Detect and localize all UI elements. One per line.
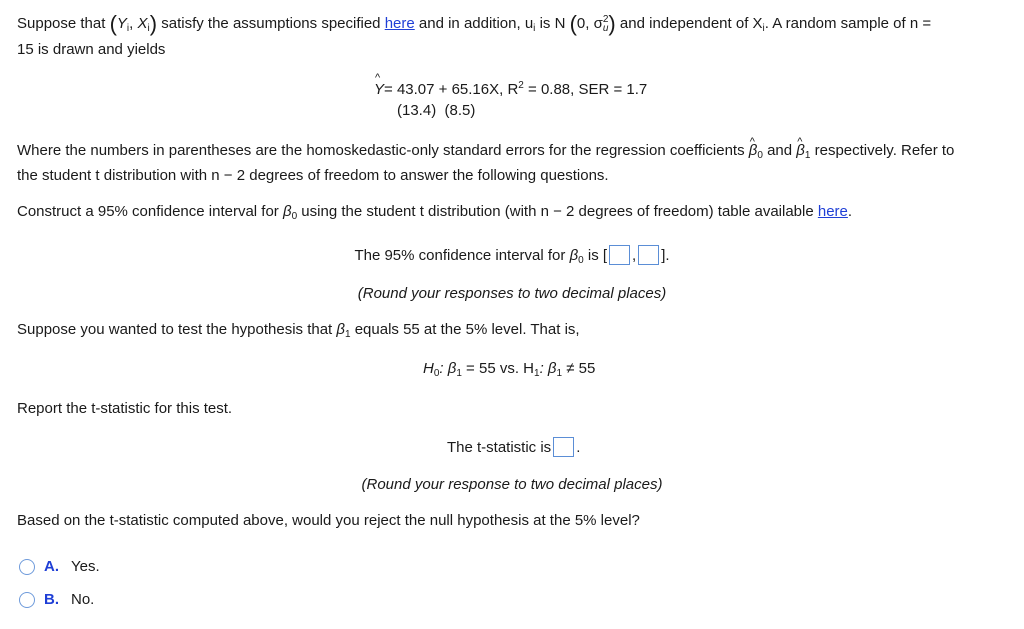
beta0-hat: ^ β [749,141,758,161]
x-var: X [137,15,148,32]
ci-question: Construct a 95% confidence interval for $\beta_0$ using the student t distribution (with n − 2 degrees of freedom) table available here. [17,203,853,222]
tstat-answer-row: The t-statistic is . [447,439,581,456]
hypothesis-intro: Suppose you wanted to test the hypothesis that $\beta_1$ equals 55 at the 5% level. That is, [17,321,580,340]
regression-equation: ^ Y= 43.07 + 65.16X, $R^2 = 0.88$, SER = 1.7 [374,80,647,98]
assumptions-link[interactable]: here [384,15,415,32]
ci-upper-input[interactable] [638,245,659,265]
report-tstat-question: Report the t-statistic for this test. [17,400,233,417]
reject-question: Based on the t-statistic computed above, would you reject the null hypothesis at the 5% level? [17,512,640,529]
intro-line-2: 15 is drawn and yields [17,41,166,58]
t-table-link[interactable]: here [817,203,848,220]
ci-answer-row: The 95% confidence interval for $\beta_0$ is [ , ]. [354,247,670,266]
intro-line-1: Suppose that ($Y_i$, $X_i$) satisfy the assumptions specified here and in addition, $u_i$ is N (0, σ 2 u ) and independent of $X_i$. A random sample of n = [17,11,932,36]
ci-lower-input[interactable] [609,245,630,265]
option-yes[interactable]: A. Yes. [19,558,100,575]
coef-explanation-line-2: the student t distribution with n − 2 degrees of freedom to answer the following questions. [17,167,609,184]
beta1-hat: ^ β [796,141,805,161]
y-var: Y [116,15,127,32]
round-instruction-t: (Round your response to two decimal places) [361,476,663,493]
tstat-input[interactable] [553,437,574,457]
standard-errors: (13.4) (8.5) [397,102,476,119]
coef-explanation-line-1: Where the numbers in parentheses are the homoskedastic-only standard errors for the regression coefficients ^ $\beta_0$ and ^ $\beta_1$ respectively. Refer to [17,141,954,166]
radio-no[interactable] [19,592,35,608]
radio-yes[interactable] [19,559,35,575]
y-hat: ^ Y [374,81,384,98]
hypothesis-statement: $H_0$: $\beta_1 = 55$ vs. $H_1$: $\beta_1 \ne 55$ [423,360,596,379]
round-instruction-ci: (Round your responses to two decimal places) [357,285,667,302]
option-no[interactable]: B. No. [19,591,94,608]
intro-text: Suppose that [17,15,106,32]
